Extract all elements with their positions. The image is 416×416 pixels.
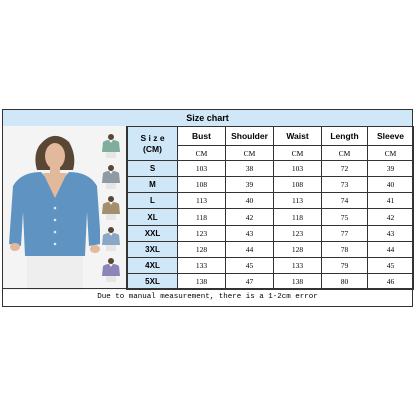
table-row (128, 161, 414, 177)
color-variant-thumbnail-icon (100, 225, 122, 251)
table-header-row (128, 127, 414, 146)
size-cell: 5XL (128, 273, 178, 289)
value-cell: 113 (178, 193, 226, 209)
value-cell: 44 (368, 241, 414, 257)
unit-cell: CM (178, 146, 226, 161)
value-cell: 43 (226, 225, 274, 241)
size-cell: 4XL (128, 257, 178, 273)
value-cell: 128 (178, 241, 226, 257)
value-cell: 47 (226, 273, 274, 289)
table-row (128, 177, 414, 193)
color-swatch-list (100, 132, 122, 287)
value-cell: 133 (178, 257, 226, 273)
value-cell: 138 (178, 273, 226, 289)
column-header-shoulder: Shoulder (226, 127, 274, 146)
table-row (128, 193, 414, 209)
color-variant-thumbnail-icon (100, 256, 122, 282)
value-cell: 123 (178, 225, 226, 241)
value-cell: 42 (368, 209, 414, 225)
size-unit-label: (CM) (143, 143, 162, 154)
size-label: S i z e (140, 132, 165, 143)
color-variant-thumbnail-icon (100, 132, 122, 158)
value-cell: 103 (274, 161, 322, 177)
value-cell: 123 (274, 225, 322, 241)
value-cell: 75 (322, 209, 368, 225)
value-cell: 39 (368, 161, 414, 177)
value-cell: 108 (274, 177, 322, 193)
value-cell: 42 (226, 209, 274, 225)
unit-cell: CM (368, 146, 414, 161)
value-cell: 43 (368, 225, 414, 241)
size-chart-title: Size chart (3, 110, 412, 127)
value-cell: 45 (226, 257, 274, 273)
value-cell: 73 (322, 177, 368, 193)
table-row (128, 209, 414, 225)
value-cell: 77 (322, 225, 368, 241)
size-cell: L (128, 193, 178, 209)
column-header-bust: Bust (178, 127, 226, 146)
size-cell: XXL (128, 225, 178, 241)
size-cell: S (128, 161, 178, 177)
size-cell: XL (128, 209, 178, 225)
value-cell: 41 (368, 193, 414, 209)
color-variant-thumbnail-icon (100, 194, 122, 220)
measurement-note: Due to manual measurement, there is a 1-2cm error (3, 288, 412, 306)
column-header-waist: Waist (274, 127, 322, 146)
value-cell: 103 (178, 161, 226, 177)
size-cell: M (128, 177, 178, 193)
column-header-length: Length (322, 127, 368, 146)
column-header-sleeve: Sleeve (368, 127, 414, 146)
value-cell: 39 (226, 177, 274, 193)
product-photo (3, 126, 127, 290)
value-cell: 46 (368, 273, 414, 289)
value-cell: 133 (274, 257, 322, 273)
table-row (128, 241, 414, 257)
table-row (128, 225, 414, 241)
color-variant-thumbnail-icon (100, 163, 122, 189)
value-cell: 128 (274, 241, 322, 257)
value-cell: 138 (274, 273, 322, 289)
value-cell: 79 (322, 257, 368, 273)
table-row (128, 257, 414, 273)
value-cell: 40 (226, 193, 274, 209)
value-cell: 118 (178, 209, 226, 225)
value-cell: 44 (226, 241, 274, 257)
value-cell: 108 (178, 177, 226, 193)
unit-cell: CM (322, 146, 368, 161)
value-cell: 113 (274, 193, 322, 209)
value-cell: 78 (322, 241, 368, 257)
value-cell: 72 (322, 161, 368, 177)
value-cell: 40 (368, 177, 414, 193)
value-cell: 45 (368, 257, 414, 273)
unit-cell: CM (274, 146, 322, 161)
unit-cell: CM (226, 146, 274, 161)
value-cell: 118 (274, 209, 322, 225)
size-chart (2, 109, 413, 307)
size-table (127, 126, 414, 290)
value-cell: 80 (322, 273, 368, 289)
size-cell: 3XL (128, 241, 178, 257)
value-cell: 74 (322, 193, 368, 209)
value-cell: 38 (226, 161, 274, 177)
size-column-header (128, 127, 178, 161)
